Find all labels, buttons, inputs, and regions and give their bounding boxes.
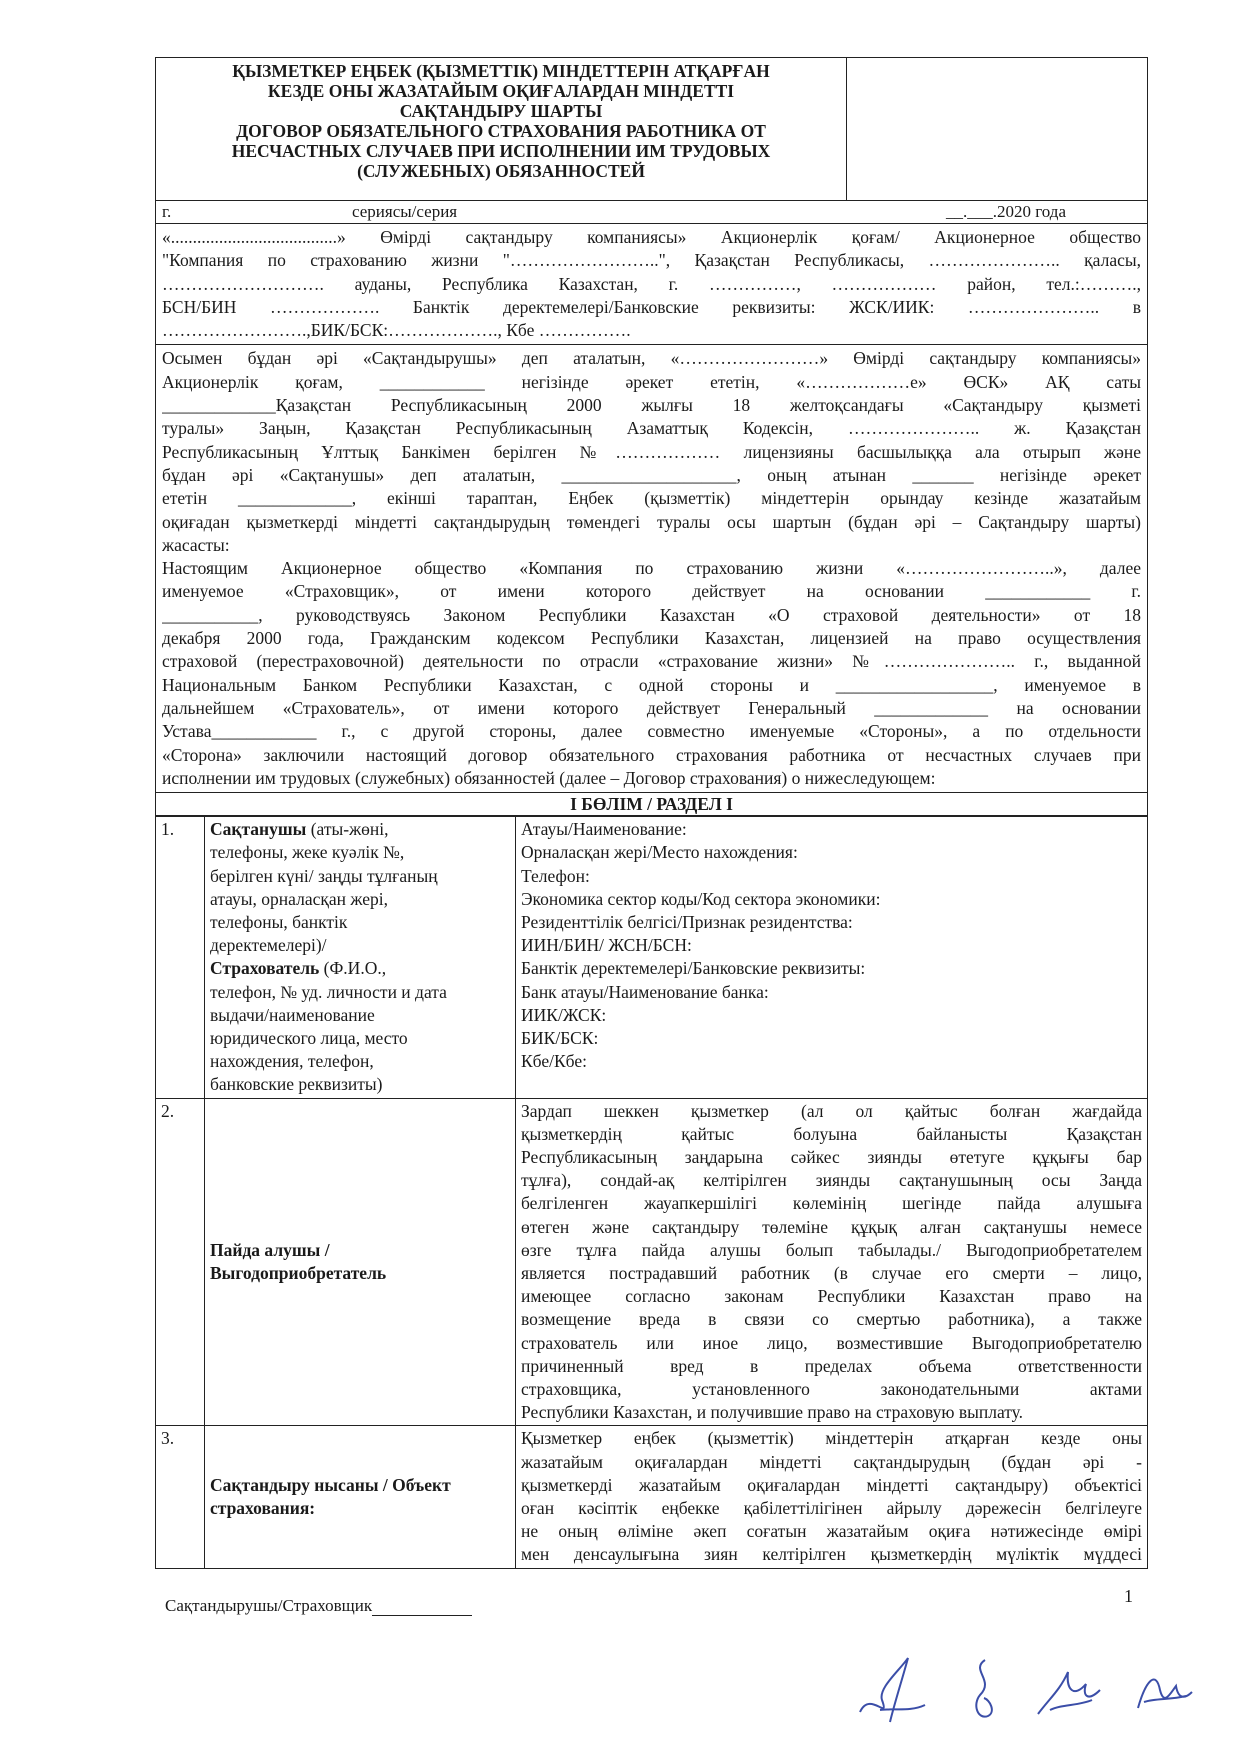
title-kz-line: САҚТАНДЫРУ ШАРТЫ <box>399 101 603 121</box>
preamble-line: дальнейшем «Страхователь», от имени которого действует Генеральный _____________ на основании <box>162 697 1141 718</box>
value-line: Телефон: <box>521 865 590 886</box>
preamble <box>155 345 1148 793</box>
row-label <box>205 1426 516 1568</box>
preamble-line: именуемое «Страховщик», от имени которого действует на основании ____________ г. <box>162 581 1141 602</box>
label-text: банковские реквизиты) <box>210 1074 383 1095</box>
title-kz-line: ҚЫЗМЕТКЕР ЕҢБЕК (ҚЫЗМЕТТІК) МІНДЕТТЕРІН АТҚАРҒАН <box>232 61 770 81</box>
value-line: белгіленген жауапкершілігі көлемінің шегінде пайда алушыға <box>521 1193 1142 1214</box>
label-text: юридического лица, место <box>210 1027 408 1048</box>
table-row <box>156 817 1148 1098</box>
label-bold: Страхователь <box>210 958 320 979</box>
value-line: Банктік деректемелері/Банковские реквизиты: <box>521 958 866 979</box>
contract-page <box>155 57 1148 1569</box>
row-number: 1. <box>156 817 205 1098</box>
value-line: ИИК/ЖСК: <box>521 1004 607 1025</box>
table-row <box>156 1098 1148 1426</box>
label-text: (аты-жөні, <box>306 819 389 840</box>
value-line: БИК/БСК: <box>521 1027 599 1048</box>
row-label <box>205 1098 516 1426</box>
label-bold: Сақтанушы <box>210 819 307 840</box>
title-ru-line: ДОГОВОР ОБЯЗАТЕЛЬНОГО СТРАХОВАНИЯ РАБОТНИКА ОТ <box>236 121 766 141</box>
label-text: Выгодоприобретатель <box>210 1262 387 1283</box>
value-line: қызметкерді жазатайым оқиғалардан міндетті сақтандыру) объектісі <box>521 1474 1142 1495</box>
handwritten-signature <box>1130 1650 1200 1730</box>
document-title <box>156 58 847 201</box>
label-text: телефоны, жеке куәлік №, <box>210 842 405 863</box>
insurer-line: «......................................» Өмірді сақтандыру компаниясы» Акционерлік қоғам/ Акционерное общество <box>162 227 1141 247</box>
label-text: (Ф.И.О., <box>319 958 387 979</box>
value-line: мен денсаулығына зиян келтірілген қызметкердің мүліктік мүддесі <box>521 1544 1142 1565</box>
value-line: возмещение вреда в связи со смертью работника), а также <box>521 1309 1142 1330</box>
handwritten-signature <box>850 1650 940 1730</box>
label-text: телефоны, банктік <box>210 911 348 932</box>
label-text: берілген күні/ заңды тұлғаның <box>210 865 438 886</box>
value-line: Орналасқан жері/Место нахождения: <box>521 842 798 863</box>
value-line: Республики Казахстан, и получившие право на страховую выплату. <box>521 1402 1024 1423</box>
preamble-line: ___________, руководствуясь Законом Республики Казахстан «О страховой деятельности» от 18 <box>162 604 1141 625</box>
value-line: ИИН/БИН/ ЖСН/БСН: <box>521 935 692 956</box>
section-title: I БӨЛІМ / РАЗДЕЛ I <box>155 793 1148 816</box>
value-line: өзге тұлға пайда алушы болып табылады./ Выгодоприобретателем <box>521 1239 1142 1260</box>
value-line: Кбе/Кбе: <box>521 1051 587 1072</box>
title-ru-line: НЕСЧАСТНЫХ СЛУЧАЕВ ПРИ ИСПОЛНЕНИИ ИМ ТРУДОВЫХ <box>231 141 771 161</box>
handwritten-signature <box>1030 1650 1110 1730</box>
preamble-line: декабря 2000 года, Гражданским кодексом Республики Казахстан, лицензией на право осуществления <box>162 628 1141 649</box>
value-line: Атауы/Наименование: <box>521 819 687 840</box>
label-text: Сақтандыру нысаны / Объект <box>210 1474 451 1495</box>
label-text: нахождения, телефон, <box>210 1051 374 1072</box>
value-line: Зардап шеккен қызметкер (ал ол қайтыс болған жағдайда <box>521 1100 1142 1121</box>
label-text: Пайда алушы / <box>210 1239 330 1260</box>
title-table <box>155 57 1148 201</box>
row-value <box>516 817 1148 1098</box>
insurer-line: …………………….,БИК/БСК:………………., Кбе ……………. <box>162 320 631 341</box>
insurer-signature-label: Сақтандырушы/Страховщик <box>165 1596 373 1615</box>
preamble-line: Устава____________ г., с другой стороны, далее совместно именуемые «Стороны», а по отдельности <box>162 721 1141 742</box>
value-line: Республикасының заңдарына сәйкес зиянды өтетуге құқығы бар <box>521 1146 1142 1167</box>
preamble-line: Осымен бұдан әрі «Сақтандырушы» деп аталатын, «……………………» Өмірді сақтандыру компаниясы» <box>162 348 1141 369</box>
value-line: имеющее согласно законам Республики Казахстан право на <box>521 1286 1142 1307</box>
value-line: Қызметкер еңбек (қызметтік) міндеттерін атқарған кезде оны <box>521 1428 1142 1449</box>
value-line: Банк атауы/Наименование банка: <box>521 981 769 1002</box>
insurer-line: БСН/БИН ………………. Банктік деректемелері/Банковские реквизиты: ЖСК/ИИК: ………………….. в <box>162 296 1141 317</box>
title-kz-line: КЕЗДЕ ОНЫ ЖАЗАТАЙЫМ ОҚИҒАЛАРДАН МІНДЕТТІ <box>267 81 735 101</box>
label-text: деректемелері)/ <box>210 935 327 956</box>
insurer-line: "Компания по страхованию жизни "……………………..", Қазақстан Республикасы, ………………….. қаласы, <box>162 250 1141 271</box>
footer-signature-line <box>165 1596 472 1616</box>
insurer-details <box>155 224 1148 345</box>
preamble-line: Республикасының Ұлттық Банкімен берілген №……………… лицензияны басшылыққа ала отырып және <box>162 441 1141 462</box>
value-line: қызметкердің қайтыс болуына байланысты Қазақстан <box>521 1123 1142 1144</box>
preamble-line: оқиғадан қызметкерді міндетті сақтандырудың төмендегі туралы осы шартын (бұдан әрі – Сақтандыру шарты) <box>162 511 1141 532</box>
series-field: сериясы/серия <box>352 202 458 221</box>
row-label <box>205 817 516 1098</box>
preamble-line: Национальным Банком Республики Казахстан, с одной стороны и __________________, именуемое в <box>162 674 1141 695</box>
preamble-line: туралы» Заңын, Қазақстан Республикасының Азаматтық Кодексін, ………………….. ж. Қазақстан <box>162 418 1141 439</box>
row-value <box>516 1426 1148 1568</box>
city-field: г. <box>162 202 172 221</box>
preamble-line: _____________Қазақстан Республикасының 2000 жылғы 18 желтоқсандағы «Сақтандыру қызметі <box>162 395 1141 416</box>
meta-row <box>155 201 1148 224</box>
insurer-line: ………………………. ауданы, Республика Казахстан, г. ……………, ……………… район, тел.:………., <box>162 273 1141 294</box>
value-line: өтеген және сақтандыру төлеміне құқық алған сақтанушы немесе <box>521 1216 1142 1237</box>
preamble-line: «Сторона» заключили настоящий договор обязательного страхования работника от несчастных случаев при <box>162 744 1141 765</box>
value-line: является пострадавший работник (в случае его смерти – лицо, <box>521 1262 1142 1283</box>
date-field: __.___.2020 года <box>946 202 1067 221</box>
preamble-line: исполнении им трудовых (служебных) обязанностей (далее – Договор страхования) о нижеследующем: <box>162 767 936 788</box>
value-line: Экономика сектор коды/Код сектора экономики: <box>521 888 881 909</box>
value-line: тұлға), сондай-ақ келтірілген зиянды сақтанушының осы Заңда <box>521 1170 1142 1191</box>
row-value <box>516 1098 1148 1426</box>
value-line: причиненный вред в пределах объема ответственности <box>521 1355 1142 1376</box>
value-line: Резиденттілік белгісі/Признак резидентства: <box>521 911 853 932</box>
preamble-line: жасасты: <box>162 534 230 555</box>
preamble-line: Акционерлік қоғам, ____________ негізінде әрекет ететін, «………………е» ӨСК» АҚ саты <box>162 371 1141 392</box>
value-line: жазатайым оқиғалардан міндетті сақтандырудың (бұдан әрі - <box>521 1451 1142 1472</box>
preamble-line: страховой (перестраховочной) деятельности по отрасли «страхование жизни» №………………….. г., выданной <box>162 651 1141 672</box>
preamble-line: Настоящим Акционерное общество «Компания по страхованию жизни «……………………..», далее <box>162 558 1141 579</box>
value-line: страховщика, установленного законодательными актами <box>521 1379 1142 1399</box>
preamble-line: бұдан әрі «Сақтанушы» деп аталатын, ____________________, оның атынан _______ негізінде әрекет <box>162 464 1141 485</box>
terms-table <box>155 816 1148 1569</box>
value-line: оған кәсіптік еңбекке қабілеттілігінен айрылу дәрежесін белгілеуге <box>521 1498 1142 1519</box>
label-text: выдачи/наименование <box>210 1004 375 1025</box>
page-number: 1 <box>1124 1586 1133 1606</box>
row-number: 2. <box>156 1098 205 1426</box>
row-number: 3. <box>156 1426 205 1568</box>
table-row <box>156 1426 1148 1568</box>
label-text: атауы, орналасқан жері, <box>210 888 388 909</box>
label-text: страхования: <box>210 1498 316 1519</box>
registration-box <box>847 58 1148 201</box>
label-text: телефон, № уд. личности и дата <box>210 981 447 1002</box>
value-line: не оның өліміне әкеп соғатын жазатайым оқиға нәтижесінде өмірі <box>521 1521 1142 1542</box>
title-ru-line: (СЛУЖЕБНЫХ) ОБЯЗАННОСТЕЙ <box>357 161 645 181</box>
preamble-line: ететін _____________, екінші тараптан, Еңбек (қызметтік) міндеттерін орындау кезінде жазатайым <box>162 488 1141 509</box>
handwritten-signature <box>960 1650 1010 1730</box>
signature-blank <box>372 1599 472 1616</box>
value-line: страхователь или иное лицо, возместившие Выгодоприобретателю <box>521 1332 1142 1353</box>
